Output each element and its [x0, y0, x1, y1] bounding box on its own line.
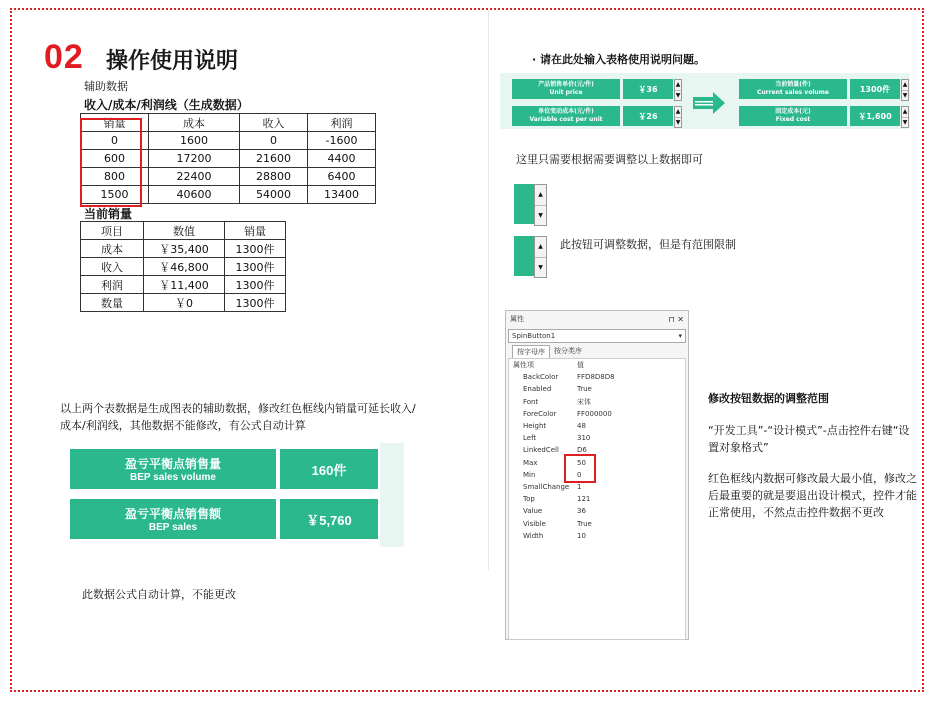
table-cell: ￥46,800: [144, 258, 225, 276]
table-header-row: [81, 222, 286, 240]
table-cell: 6400: [308, 168, 376, 186]
chevron-down-icon: ▾: [678, 332, 682, 340]
table-cell: 利润: [81, 276, 144, 294]
table-row: [81, 240, 286, 258]
table-cell: 收入: [81, 258, 144, 276]
table-cell: 21600: [240, 150, 308, 168]
table-cell: -1600: [308, 132, 376, 150]
spin-up-icon[interactable]: ▲: [535, 237, 546, 258]
spin-up-icon[interactable]: ▲: [675, 80, 681, 91]
property-name: Max: [523, 458, 538, 467]
spin-up-icon[interactable]: ▲: [902, 107, 908, 118]
pin-icon[interactable]: ⊓: [668, 314, 675, 324]
table-header: 利润: [308, 114, 376, 132]
table-cell: 1300件: [225, 294, 286, 312]
property-name: Top: [523, 495, 535, 504]
table-header: 销量: [225, 222, 286, 240]
close-icon[interactable]: ✕: [677, 314, 684, 324]
table-cell: 1600: [149, 132, 240, 150]
property-value[interactable]: 1: [577, 482, 582, 491]
unit-price-label-cn: 产品销售单价(元/件): [538, 81, 594, 88]
spin-down-icon[interactable]: ▼: [675, 91, 681, 99]
table-cell: 1300件: [225, 240, 286, 258]
spin-up-icon[interactable]: ▲: [535, 185, 546, 206]
unit-price-label-en: Unit price: [549, 89, 583, 96]
unit-price-label: [512, 79, 620, 99]
property-row[interactable]: [509, 493, 685, 505]
property-row[interactable]: [509, 383, 685, 395]
variable-cost-label-cn: 单位变动成本(元/件): [538, 108, 594, 115]
tab-categorized[interactable]: 按分类序: [554, 347, 582, 355]
editable-volume-highlight: [80, 118, 142, 207]
tab-alphabetical[interactable]: 按字母序: [512, 345, 550, 358]
sample-spin-button[interactable]: [534, 236, 547, 278]
current-volume-label-en: Current sales volume: [757, 89, 829, 96]
bep-volume-subtitle: BEP sales volume: [130, 472, 216, 483]
property-name: Enabled: [523, 385, 552, 394]
max-min-highlight: [564, 454, 596, 483]
table-cell: ￥35,400: [144, 240, 225, 258]
bep-volume-value: 160件: [280, 449, 378, 489]
table-cell: 1300件: [225, 276, 286, 294]
property-col-value: 值: [577, 361, 584, 370]
property-value[interactable]: FF000000: [577, 409, 612, 418]
table-cell[interactable]: 1500: [81, 186, 149, 204]
variable-cost-label: [512, 106, 620, 126]
fixed-cost-value: ￥1,600: [850, 106, 900, 126]
range-note: 红色框线内数据可修改最大最小值，修改之后最重要的就是要退出设计模式，控件才能正常使用，不然点击控件数据不更改: [708, 472, 917, 519]
aux-data-note: 以上两个表数据是生成图表的辅助数据，修改红色框线内销量可延长收入/成本/利润线，其他数据不能修改，有公式自动计算: [60, 402, 416, 432]
property-row[interactable]: [509, 457, 685, 469]
fixed-cost-label-cn: 固定成本(元): [775, 108, 811, 115]
spin-down-icon[interactable]: ▼: [675, 118, 681, 126]
property-row[interactable]: [509, 432, 685, 444]
property-grid: [508, 358, 686, 640]
table-cell: 0: [240, 132, 308, 150]
table-cell[interactable]: 800: [81, 168, 149, 186]
variable-cost-spinner[interactable]: [674, 106, 682, 128]
property-name: Visible: [523, 519, 546, 528]
fixed-cost-label-en: Fixed cost: [775, 116, 811, 123]
bep-sales-subtitle: BEP sales: [148, 522, 198, 533]
current-sales-table: [80, 221, 286, 312]
table-cell: 40600: [149, 186, 240, 204]
property-value[interactable]: 48: [577, 422, 586, 431]
object-select-value: SpinButton1: [512, 332, 556, 340]
current-volume-label: [739, 79, 847, 99]
current-volume-label-cn: 当前销量(件): [775, 81, 811, 88]
property-value[interactable]: True: [577, 385, 592, 394]
page-title: 操作使用说明: [106, 49, 239, 74]
spin-down-icon[interactable]: ▼: [538, 263, 543, 271]
property-name: LinkedCell: [523, 446, 559, 455]
property-name: Left: [523, 434, 537, 443]
table-cell: ￥11,400: [144, 276, 225, 294]
current-volume-spinner[interactable]: [901, 79, 909, 101]
property-name: Min: [523, 470, 536, 479]
property-name: SmallChange: [523, 482, 570, 491]
instruction-bullet: · 请在此处输入表格使用说明问题。: [532, 53, 706, 66]
property-name: Value: [523, 507, 543, 516]
property-value[interactable]: True: [577, 519, 592, 528]
current-volume-value: 1300件: [850, 79, 900, 99]
section-number: 02: [44, 38, 84, 76]
table-header: 销量: [81, 114, 149, 132]
bep-volume-label: [70, 449, 276, 489]
table-cell: 数量: [81, 294, 144, 312]
bep-sales-title: 盈亏平衡点销售额: [124, 507, 221, 521]
spin-down-icon[interactable]: ▼: [538, 211, 543, 219]
bep-sales-label: [70, 499, 276, 539]
variable-cost-value: ￥26: [623, 106, 673, 126]
property-name: BackColor: [523, 373, 559, 382]
object-select[interactable]: [508, 329, 686, 343]
double-arrow-icon: [693, 92, 725, 114]
property-row[interactable]: [509, 371, 685, 383]
spin-up-icon[interactable]: ▲: [675, 107, 681, 118]
property-value[interactable]: 0: [577, 470, 582, 479]
bep-sales-value: ￥5,760: [280, 499, 378, 539]
unit-price-spinner[interactable]: [674, 79, 682, 101]
unit-price-value: ￥36: [623, 79, 673, 99]
table-cell: 成本: [81, 240, 144, 258]
spin-down-icon[interactable]: ▼: [902, 118, 908, 126]
table-cell[interactable]: 0: [81, 132, 149, 150]
property-value[interactable]: 310: [577, 434, 591, 443]
table-cell: 13400: [308, 186, 376, 204]
spin-up-icon[interactable]: ▲: [902, 80, 908, 91]
table1-title: 收入/成本/利润线（生成数据）: [84, 98, 249, 112]
table-row: [81, 258, 286, 276]
property-value[interactable]: 36: [577, 507, 586, 516]
bep-formula-note: 此数据公式自动计算，不能更改: [82, 588, 236, 601]
property-row[interactable]: [509, 505, 685, 517]
property-col-name: 属性项: [513, 361, 534, 370]
property-value[interactable]: 10: [577, 531, 586, 540]
table-row: [81, 276, 286, 294]
table-cell[interactable]: 600: [81, 150, 149, 168]
button-range-note: 此按钮可调整数据，但是有范围限制: [560, 238, 736, 251]
property-row[interactable]: [509, 408, 685, 420]
property-value[interactable]: 宋体: [577, 397, 591, 406]
property-row[interactable]: [509, 396, 685, 408]
aux-data-label: 辅助数据: [84, 80, 128, 93]
sample-spin-area: [514, 184, 534, 224]
property-value[interactable]: FFD8D8D8: [577, 373, 615, 382]
property-row[interactable]: [509, 469, 685, 481]
property-name: Height: [523, 422, 547, 431]
spin-down-icon[interactable]: ▼: [902, 91, 908, 99]
property-row[interactable]: [509, 444, 685, 456]
property-row[interactable]: [509, 517, 685, 529]
property-row[interactable]: [509, 420, 685, 432]
table-cell: 17200: [149, 150, 240, 168]
property-value[interactable]: 50: [577, 458, 586, 467]
table-cell: 28800: [240, 168, 308, 186]
table-header: 项目: [81, 222, 144, 240]
bep-volume-title: 盈亏平衡点销售量: [124, 457, 221, 471]
table-header: 收入: [240, 114, 308, 132]
property-name: Font: [523, 397, 539, 406]
range-steps: “开发工具”-“设计模式”-点击控件右键“设置对象格式”: [708, 424, 910, 454]
bep-panel-bg: [380, 443, 404, 547]
column-divider: [488, 10, 489, 570]
table-cell: 22400: [149, 168, 240, 186]
current-sales-title: 当前销量: [84, 207, 133, 221]
property-name: ForeColor: [523, 409, 557, 418]
properties-title: 属性: [510, 315, 524, 323]
property-value[interactable]: 121: [577, 495, 591, 504]
property-name: Width: [523, 531, 544, 540]
property-row[interactable]: [509, 481, 685, 493]
table-row: [81, 294, 286, 312]
fixed-cost-label: [739, 106, 847, 126]
variable-cost-label-en: Variable cost per unit: [529, 116, 603, 123]
sample-spin-button[interactable]: [534, 184, 547, 226]
adjust-note: 这里只需要根据需要调整以上数据即可: [516, 153, 703, 166]
table-cell: 4400: [308, 150, 376, 168]
fixed-cost-spinner[interactable]: [901, 106, 909, 128]
table-cell: ￥0: [144, 294, 225, 312]
sample-spin-area: [514, 236, 534, 276]
table-cell: 54000: [240, 186, 308, 204]
property-row[interactable]: [509, 530, 685, 542]
properties-window: [505, 310, 689, 640]
range-title: 修改按钮数据的调整范围: [708, 392, 829, 405]
table-cell: 1300件: [225, 258, 286, 276]
table-header: 数值: [144, 222, 225, 240]
table-header: 成本: [149, 114, 240, 132]
property-value[interactable]: D6: [577, 446, 587, 455]
